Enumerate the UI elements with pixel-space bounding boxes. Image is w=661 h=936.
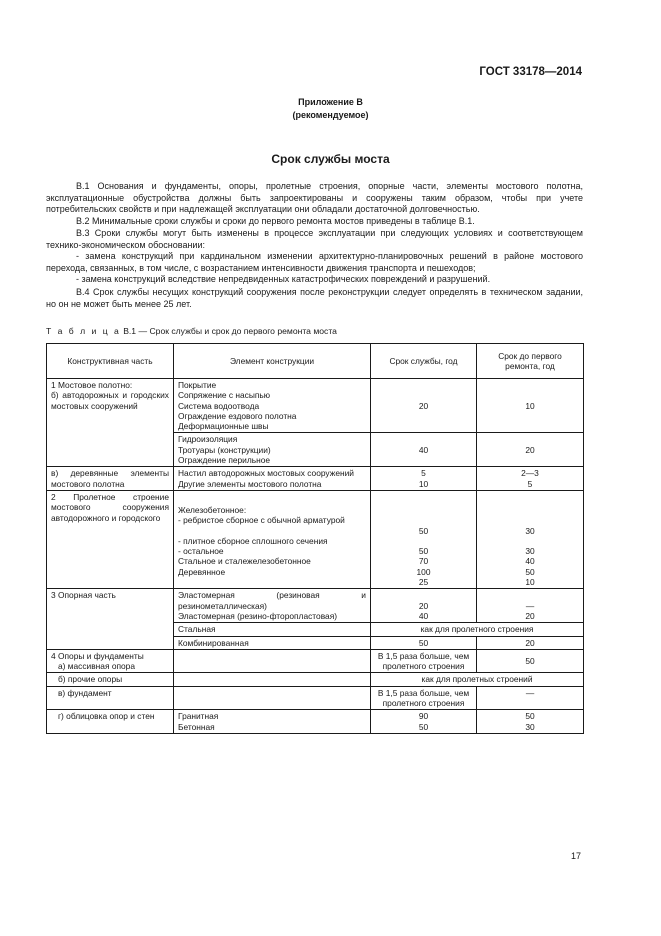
- cell-life: В 1,5 раза больше, чем пролетного строения: [371, 686, 477, 710]
- cell-merged: как для пролетного строения: [371, 623, 584, 636]
- cell-life: В 1,5 раза больше, чем пролетного строения: [371, 649, 477, 673]
- cell-life: 20: [371, 379, 477, 433]
- table-caption: [46, 326, 337, 336]
- paragraph-b1: В.1 Основания и фундаменты, опоры, пролетные строения, опорные части, элементы мостового полотна, эксплуатационные обустройства должны быть запроектированы и сооружены таким образом, чтобы при учете потребительских свойств и при надлежащей эксплуатации они обладали достаточной долговечностью.: [46, 181, 583, 214]
- paragraph-b4: В.4 Срок службы несущих конструкций сооружения после реконструкции следует определять в техническом задании, но он не может быть менее 25 лет.: [46, 287, 583, 309]
- table-row: [47, 379, 584, 433]
- cell-repair: 20: [477, 433, 584, 467]
- cell-repair: — 20: [477, 589, 584, 623]
- cell-part: г) облицовка опор и стен: [47, 710, 174, 734]
- cell-repair: 30 30 40 50 10: [477, 490, 584, 588]
- table-row: [47, 686, 584, 710]
- cell-element: Настил автодорожных мостовых сооружений Другие элементы мостового полотна: [174, 467, 371, 491]
- paragraph-b3-item-2: - замена конструкций вследствие непредвиденных катастрофических повреждений и разрушений.: [76, 274, 491, 284]
- header-structure-element: Элемент конструкции: [174, 344, 371, 379]
- cell-life: 5 10: [371, 467, 477, 491]
- cell-life: 90 50: [371, 710, 477, 734]
- service-life-table: [46, 343, 584, 734]
- table-row: [47, 710, 584, 734]
- appendix-note: (рекомендуемое): [292, 110, 369, 120]
- cell-life: 50 50 70 100 25: [371, 490, 477, 588]
- cell-repair: 50 30: [477, 710, 584, 734]
- table-row: [47, 490, 584, 588]
- cell-element: [174, 686, 371, 710]
- cell-element: Покрытие Сопряжение с насыпью Система водоотвода Ограждение ездового полотна Деформационные швы: [174, 379, 371, 433]
- table-row: [47, 589, 584, 623]
- appendix-title: Приложение В: [298, 97, 363, 107]
- cell-repair: —: [477, 686, 584, 710]
- paragraph-b3-item-1: - замена конструкций при кардинальном изменении архитектурно-планировочных решений в районе мостового перехода, связанных, в том числе, с возрастанием интенсивности движения транспорта и пешеходов;: [46, 251, 583, 273]
- cell-merged: как для пролетных строений: [371, 673, 584, 686]
- cell-part: б) прочие опоры: [47, 673, 174, 686]
- cell-life: 20 40: [371, 589, 477, 623]
- cell-element: Гранитная Бетонная: [174, 710, 371, 734]
- cell-element: [174, 673, 371, 686]
- header-service-life: Срок службы, год: [371, 344, 477, 379]
- paragraph-b2: В.2 Минимальные сроки службы и сроки до первого ремонта мостов приведены в таблице В.1.: [76, 216, 475, 226]
- cell-element: Эластомерная (резиновая и резинометаллическая) Эластомерная (резино-фторопластовая): [174, 589, 371, 623]
- cell-part: 2 Пролетное строение мостового сооружения автодорожного и городского: [47, 490, 174, 588]
- cell-life: 40: [371, 433, 477, 467]
- cell-part: 1 Мостовое полотно: б) автодорожных и городских мостовых сооружений: [47, 379, 174, 467]
- cell-part: 4 Опоры и фундаменты а) массивная опора: [47, 649, 174, 673]
- cell-repair: 50: [477, 649, 584, 673]
- cell-part: в) деревянные элементы мостового полотна: [47, 467, 174, 491]
- cell-part: 3 Опорная часть: [47, 589, 174, 649]
- cell-element: [174, 649, 371, 673]
- table-caption-prefix: Т а б л и ц а: [46, 326, 121, 336]
- cell-element: Комбинированная: [174, 636, 371, 649]
- cell-element: Гидроизоляция Тротуары (конструкции) Ограждение перильное: [174, 433, 371, 467]
- cell-element: Стальная: [174, 623, 371, 636]
- table-caption-text: В.1 — Срок службы и срок до первого ремонта моста: [123, 326, 337, 336]
- cell-repair: 2—3 5: [477, 467, 584, 491]
- header-structural-part: Конструктивная часть: [47, 344, 174, 379]
- table-row: [47, 649, 584, 673]
- table-row: [47, 467, 584, 491]
- cell-repair: 20: [477, 636, 584, 649]
- header-first-repair: Срок до первого ремонта, год: [477, 344, 584, 379]
- cell-part: в) фундамент: [47, 686, 174, 710]
- page-number: 17: [570, 851, 581, 861]
- cell-life: 50: [371, 636, 477, 649]
- paragraph-b3: В.3 Сроки службы могут быть изменены в процессе эксплуатации при следующих условиях и соответствующем технико-экономическом обосновании:: [46, 228, 583, 250]
- cell-element: Железобетонное: - ребристое сборное с обычной арматурой - плитное сборное сплошного сечения - остальное Стальное и сталежелезобетонное Деревянное: [174, 490, 371, 588]
- table-header-row: [47, 344, 584, 379]
- section-title: Срок службы моста: [271, 152, 390, 166]
- table-row: [47, 673, 584, 686]
- cell-repair: 10: [477, 379, 584, 433]
- document-code: ГОСТ 33178—2014: [479, 66, 582, 78]
